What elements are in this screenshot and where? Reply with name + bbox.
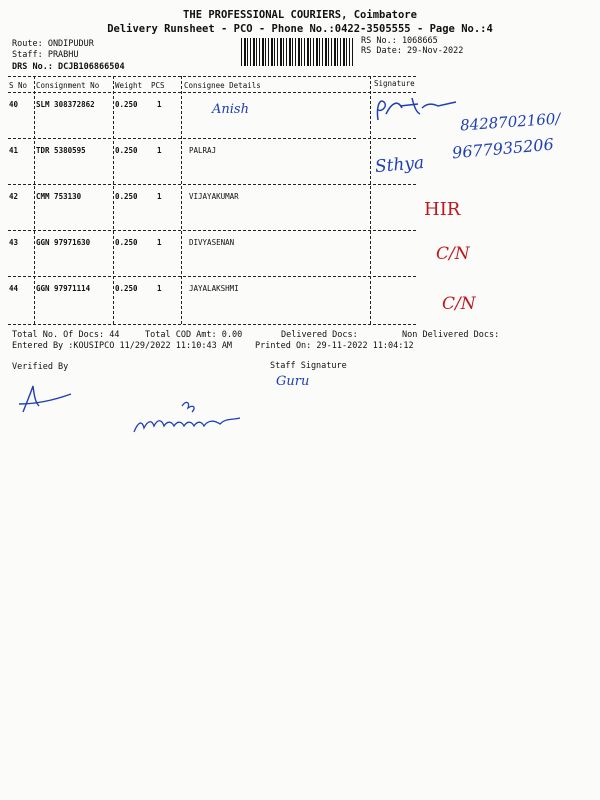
handwritten-phone: 8428702160/ bbox=[459, 109, 562, 135]
row-sno: 44 bbox=[9, 284, 19, 293]
staff: Staff: PRABHU bbox=[12, 50, 79, 60]
row-pcs: 1 bbox=[157, 284, 162, 293]
barcode bbox=[241, 38, 353, 66]
row-divider bbox=[8, 138, 416, 139]
row-consignee: JAYALAKSHMI bbox=[189, 284, 239, 293]
staff-signature-label: Staff Signature bbox=[270, 361, 347, 371]
rs-date: RS Date: 29-Nov-2022 bbox=[361, 46, 464, 56]
handwritten-phone: 9677935206 bbox=[451, 134, 555, 163]
col-divider bbox=[34, 76, 35, 324]
printed-on: Printed On: 29-11-2022 11:04:12 bbox=[255, 341, 414, 351]
verifier-signature-2 bbox=[130, 396, 250, 440]
row-consignment: SLM 308372862 bbox=[36, 100, 95, 109]
col-divider bbox=[370, 76, 371, 324]
delivered-docs: Delivered Docs: bbox=[281, 330, 358, 340]
handwritten-signature: HIR bbox=[424, 199, 461, 220]
row-divider bbox=[8, 276, 416, 277]
row-consignment: TDR 5380595 bbox=[36, 146, 86, 155]
row-pcs: 1 bbox=[157, 238, 162, 247]
row-weight: 0.250 bbox=[115, 146, 138, 155]
row-weight: 0.250 bbox=[115, 238, 138, 247]
col-divider bbox=[113, 76, 114, 324]
row-pcs: 1 bbox=[157, 192, 162, 201]
handwritten-signature: C/N bbox=[442, 294, 476, 314]
verified-by-label: Verified By bbox=[12, 362, 69, 372]
non-delivered-docs: Non Delivered Docs: bbox=[402, 330, 500, 340]
row-sno: 43 bbox=[9, 238, 19, 247]
handwritten-signature: Sthya bbox=[374, 152, 425, 178]
col-header-pcs: PCS bbox=[151, 81, 165, 90]
col-header-sno: S No bbox=[9, 81, 28, 90]
row-pcs: 1 bbox=[157, 100, 162, 109]
row-consignment: CMM 753130 bbox=[36, 192, 82, 201]
row-divider bbox=[8, 184, 416, 185]
col-header-consignment: Consignment No bbox=[36, 81, 100, 90]
handwritten-staff-sign: Guru bbox=[276, 374, 310, 389]
col-header-weight: Weight bbox=[115, 81, 143, 90]
row-consignee: VIJAYAKUMAR bbox=[189, 192, 239, 201]
row-weight: 0.250 bbox=[115, 192, 138, 201]
row-sno: 41 bbox=[9, 146, 19, 155]
row-consignment: GGN 97971114 bbox=[36, 284, 91, 293]
rs-number: RS No.: 1068665 bbox=[361, 36, 438, 46]
row-weight: 0.250 bbox=[115, 284, 138, 293]
handwritten-signature: C/N bbox=[436, 244, 470, 264]
entered-by: Entered By :KOUSIPCO 11/29/2022 11:10:43 AM bbox=[12, 341, 233, 351]
verifier-signature bbox=[15, 380, 75, 415]
runsheet-title: Delivery Runsheet - PCO - Phone No.:0422-3505555 - Page No.:4 bbox=[107, 23, 493, 35]
col-divider bbox=[181, 76, 182, 324]
row-consignment: GGN 97971630 bbox=[36, 238, 91, 247]
signature-mark bbox=[372, 92, 462, 126]
total-cod: Total COD Amt: 0.00 bbox=[145, 330, 243, 340]
row-divider bbox=[8, 230, 416, 231]
handwritten-name: Anish bbox=[212, 102, 249, 117]
total-docs: Total No. Of Docs: 44 bbox=[12, 330, 120, 340]
route: Route: ONDIPUDUR bbox=[12, 39, 94, 49]
col-header-signature: Signature bbox=[374, 79, 415, 88]
table-bottom-line bbox=[8, 324, 416, 325]
row-weight: 0.250 bbox=[115, 100, 138, 109]
row-sno: 42 bbox=[9, 192, 19, 201]
header-bottom-line bbox=[8, 92, 416, 93]
col-header-consignee: Consignee Details bbox=[184, 81, 261, 90]
company-title: THE PROFESSIONAL COURIERS, Coimbatore bbox=[183, 9, 417, 21]
row-consignee: DIVYASENAN bbox=[189, 238, 235, 247]
row-sno: 40 bbox=[9, 100, 19, 109]
row-pcs: 1 bbox=[157, 146, 162, 155]
drs-number: DRS No.: DCJB106866504 bbox=[12, 62, 125, 72]
table-top-line bbox=[8, 76, 416, 77]
row-consignee: PALRAJ bbox=[189, 146, 217, 155]
